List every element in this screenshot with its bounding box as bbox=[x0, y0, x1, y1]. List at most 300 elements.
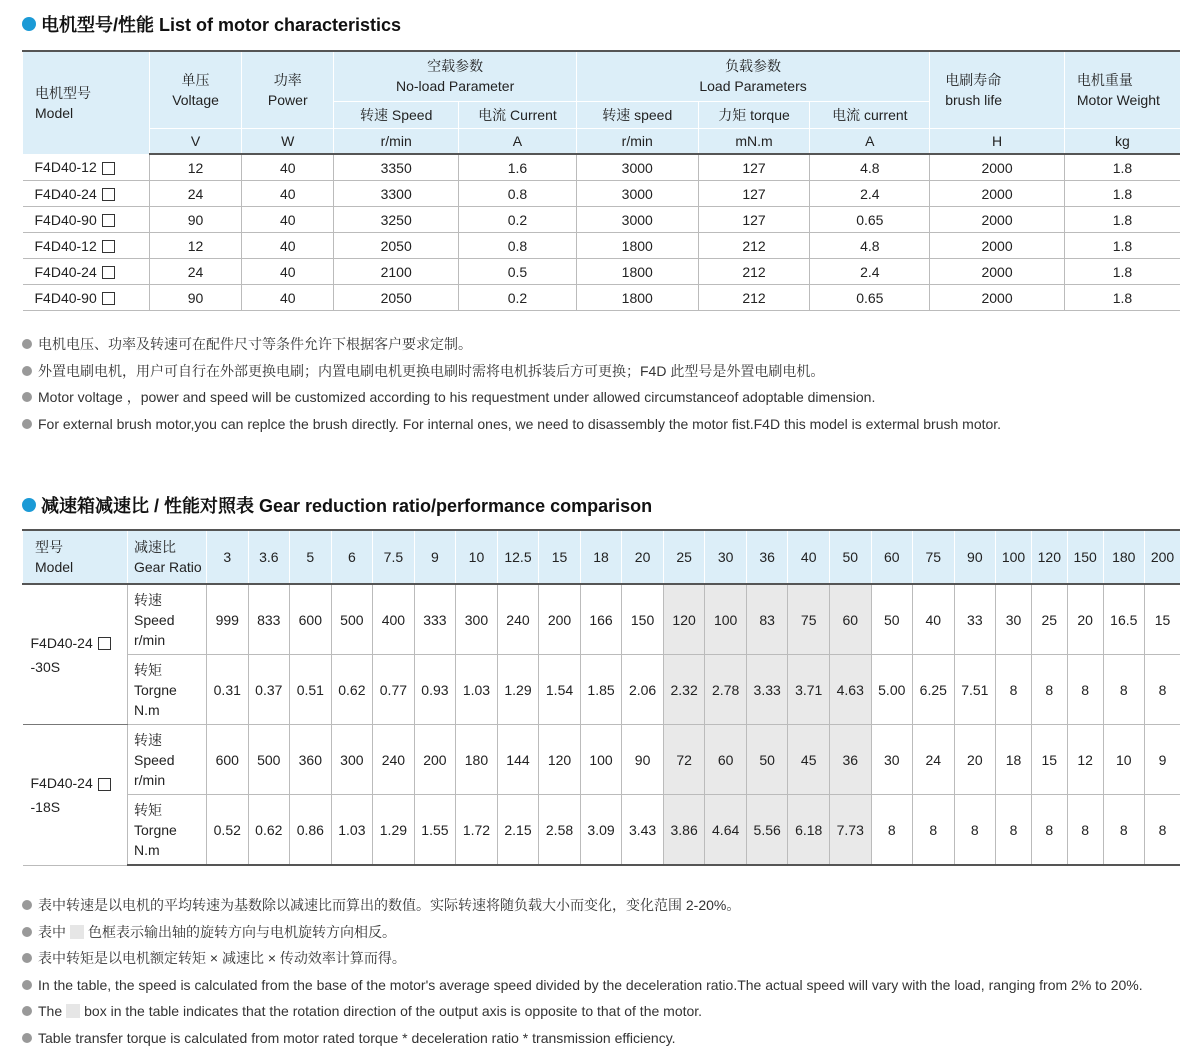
table-row-torque bbox=[23, 655, 1181, 725]
table-row-speed bbox=[23, 725, 1181, 795]
torque-value-cell: 0.62 bbox=[331, 655, 373, 725]
data-cell bbox=[242, 207, 334, 233]
table-row bbox=[23, 154, 1181, 181]
unit-cell: r/min bbox=[334, 128, 459, 154]
data-cell bbox=[242, 154, 334, 181]
cell-text: F4D40-24 bbox=[34, 185, 97, 202]
data-cell bbox=[930, 233, 1065, 259]
torque-value-cell: 7.51 bbox=[954, 655, 996, 725]
speed-value-cell: 50 bbox=[746, 725, 788, 795]
cell-text: 40 bbox=[279, 263, 296, 280]
header-power-cn: 功率 bbox=[273, 71, 302, 88]
data-cell bbox=[334, 154, 459, 181]
model-cell bbox=[23, 154, 150, 181]
model-cell bbox=[23, 725, 128, 866]
speed-value-cell: 600 bbox=[290, 584, 332, 655]
data-cell bbox=[149, 285, 241, 311]
data-cell bbox=[149, 154, 241, 181]
cell-text: 212 bbox=[742, 289, 766, 306]
torque-value-cell: 8 bbox=[996, 795, 1032, 866]
speed-value-cell: 20 bbox=[954, 725, 996, 795]
header-model bbox=[23, 530, 128, 584]
shade-swatch-icon bbox=[66, 1004, 80, 1018]
cell-text: 0.65 bbox=[856, 211, 884, 228]
model-line bbox=[31, 771, 128, 795]
speed-value-cell: 10 bbox=[1103, 725, 1145, 795]
torque-value-cell: 8 bbox=[1103, 655, 1145, 725]
unit-cell: V bbox=[149, 128, 241, 154]
unit-cell: mN.m bbox=[698, 128, 810, 154]
speed-value-cell: 60 bbox=[705, 725, 747, 795]
header-brush-en: brush life bbox=[945, 91, 1003, 108]
ratio-header-cell: 12.5 bbox=[497, 530, 539, 584]
subheader-load-speed: 转速 speed bbox=[576, 101, 698, 128]
ratio-header-cell: 100 bbox=[996, 530, 1032, 584]
table-row bbox=[23, 233, 1181, 259]
speed-value-cell: 100 bbox=[705, 584, 747, 655]
note-item bbox=[22, 411, 1001, 438]
data-cell bbox=[1064, 154, 1180, 181]
ratio-header-cell: 10 bbox=[456, 530, 498, 584]
data-cell bbox=[1064, 181, 1180, 207]
ratio-header-cell: 3 bbox=[207, 530, 249, 584]
note-item bbox=[22, 945, 1143, 972]
gear-ratio-table bbox=[22, 529, 1180, 866]
torque-value-cell: 0.52 bbox=[207, 795, 249, 866]
speed-value-cell: 100 bbox=[580, 725, 622, 795]
cell-text: F4D40-24 bbox=[34, 263, 97, 280]
torque-value-cell: 8 bbox=[1145, 655, 1180, 725]
data-cell bbox=[459, 259, 577, 285]
cell-text: 40 bbox=[279, 185, 296, 202]
speed-label-line: r/min bbox=[134, 631, 166, 648]
subheader-load-torque: 力矩 torque bbox=[698, 101, 810, 128]
note-text: 外置电刷电机，用户可自行在外部更换电刷；内置电刷电机更换电刷时需将电机拆装后方可更换；F4D 此型号是外置电刷电机。 bbox=[38, 362, 825, 379]
cell-text: 0.8 bbox=[507, 237, 528, 254]
speed-value-cell: 200 bbox=[539, 584, 581, 655]
torque-value-cell: 8 bbox=[1067, 655, 1103, 725]
speed-label-line: Speed bbox=[134, 611, 175, 628]
ratio-header-cell: 9 bbox=[414, 530, 456, 584]
data-cell bbox=[698, 233, 810, 259]
bullet-icon bbox=[22, 953, 32, 963]
ratio-header-cell: 90 bbox=[954, 530, 996, 584]
speed-value-cell: 90 bbox=[622, 725, 664, 795]
speed-value-cell: 30 bbox=[996, 584, 1032, 655]
torque-value-cell: 1.03 bbox=[456, 655, 498, 725]
cell-text: 3300 bbox=[380, 185, 412, 202]
speed-value-cell: 45 bbox=[788, 725, 830, 795]
bullet-icon bbox=[22, 339, 32, 349]
ratio-header-cell: 6 bbox=[331, 530, 373, 584]
data-cell bbox=[810, 154, 930, 181]
speed-label-line: 转速 bbox=[134, 591, 162, 608]
torque-value-cell: 0.93 bbox=[414, 655, 456, 725]
unit-cell: A bbox=[810, 128, 930, 154]
cell-text: 1.8 bbox=[1112, 263, 1133, 280]
header-gear-ratio bbox=[128, 530, 207, 584]
torque-value-cell: 1.29 bbox=[497, 655, 539, 725]
table-row bbox=[23, 259, 1181, 285]
data-cell bbox=[242, 181, 334, 207]
cell-text: 3000 bbox=[621, 211, 653, 228]
speed-value-cell: 15 bbox=[1031, 725, 1067, 795]
subheader-noload-current: 电流 Current bbox=[459, 101, 577, 128]
torque-value-cell: 1.03 bbox=[331, 795, 373, 866]
speed-value-cell: 500 bbox=[331, 584, 373, 655]
ratio-header-cell: 60 bbox=[871, 530, 913, 584]
cell-text: 24 bbox=[187, 185, 204, 202]
data-cell bbox=[242, 285, 334, 311]
speed-label-line: Speed bbox=[134, 751, 175, 768]
cell-text: 40 bbox=[279, 211, 296, 228]
ratio-header-cell: 30 bbox=[705, 530, 747, 584]
model-line bbox=[31, 631, 128, 655]
header-weight-en: Motor Weight bbox=[1076, 91, 1160, 108]
cell-text: 0.5 bbox=[507, 263, 528, 280]
cell-text: 0.65 bbox=[856, 289, 884, 306]
data-cell bbox=[1064, 285, 1180, 311]
data-cell bbox=[810, 207, 930, 233]
header-voltage-cn: 单压 bbox=[181, 71, 210, 88]
torque-label-line: N.m bbox=[134, 701, 160, 718]
note-text: Motor voltage ，power and speed will be customized according to his requestment under allowed circumstanceof adoptable dimension. bbox=[38, 389, 876, 405]
header-load bbox=[576, 51, 929, 101]
cell-text: 24 bbox=[187, 263, 204, 280]
data-cell bbox=[930, 181, 1065, 207]
data-cell bbox=[930, 207, 1065, 233]
header-load-cn: 负载参数 bbox=[725, 58, 782, 75]
subheader-noload-speed: 转速 Speed bbox=[334, 101, 459, 128]
torque-label-line: 转矩 bbox=[134, 661, 162, 678]
model-cell bbox=[23, 285, 150, 311]
torque-value-cell: 7.73 bbox=[829, 795, 871, 866]
speed-value-cell: 400 bbox=[373, 584, 415, 655]
torque-value-cell: 1.54 bbox=[539, 655, 581, 725]
speed-value-cell: 833 bbox=[248, 584, 290, 655]
torque-value-cell: 0.86 bbox=[290, 795, 332, 866]
torque-value-cell: 8 bbox=[996, 655, 1032, 725]
speed-value-cell: 120 bbox=[539, 725, 581, 795]
section-title-text: 电机型号/性能 List of motor characteristics bbox=[41, 15, 402, 35]
ratio-header-cell: 200 bbox=[1145, 530, 1180, 584]
data-cell bbox=[810, 285, 930, 311]
checkbox-square-icon bbox=[102, 240, 115, 253]
bullet-icon bbox=[22, 900, 32, 910]
ratio-header-cell: 15 bbox=[539, 530, 581, 584]
table-row bbox=[23, 181, 1181, 207]
bullet-dot-icon bbox=[22, 498, 36, 512]
bullet-dot-icon bbox=[22, 17, 36, 31]
data-cell bbox=[810, 233, 930, 259]
torque-label-line: N.m bbox=[134, 841, 160, 858]
data-cell bbox=[149, 181, 241, 207]
note-text: 色框表示输出轴的旋转方向与电机旋转方向相反。 bbox=[88, 923, 396, 940]
ratio-header-cell: 25 bbox=[663, 530, 705, 584]
cell-text: 1.8 bbox=[1112, 289, 1133, 306]
table-row-speed bbox=[23, 584, 1181, 655]
data-cell bbox=[930, 259, 1065, 285]
ratio-header-cell: 36 bbox=[746, 530, 788, 584]
torque-value-cell: 0.37 bbox=[248, 655, 290, 725]
torque-value-cell: 0.62 bbox=[248, 795, 290, 866]
data-cell bbox=[930, 285, 1065, 311]
unit-cell: r/min bbox=[576, 128, 698, 154]
header-voltage bbox=[149, 51, 241, 128]
ratio-header-cell: 5 bbox=[290, 530, 332, 584]
torque-value-cell: 1.55 bbox=[414, 795, 456, 866]
torque-value-cell: 6.25 bbox=[913, 655, 955, 725]
speed-label-cell bbox=[128, 584, 207, 655]
torque-value-cell: 8 bbox=[871, 795, 913, 866]
cell-text: 12 bbox=[187, 237, 204, 254]
checkbox-square-icon bbox=[98, 637, 111, 650]
torque-value-cell: 1.85 bbox=[580, 655, 622, 725]
speed-label-line: 转速 bbox=[134, 731, 162, 748]
cell-text: F4D40-12 bbox=[34, 237, 97, 254]
data-cell bbox=[242, 233, 334, 259]
unit-cell: kg bbox=[1064, 128, 1180, 154]
speed-value-cell: 33 bbox=[954, 584, 996, 655]
ratio-header-cell: 3.6 bbox=[248, 530, 290, 584]
speed-value-cell: 60 bbox=[829, 584, 871, 655]
subheader-load-current: 电流 current bbox=[810, 101, 930, 128]
note-text: 表中 bbox=[38, 923, 66, 940]
torque-value-cell: 1.72 bbox=[456, 795, 498, 866]
cell-text: 1.8 bbox=[1112, 211, 1133, 228]
data-cell bbox=[459, 233, 577, 259]
ratio-header-cell: 7.5 bbox=[373, 530, 415, 584]
data-cell bbox=[576, 154, 698, 181]
bullet-icon bbox=[22, 1033, 32, 1043]
torque-value-cell: 4.64 bbox=[705, 795, 747, 866]
cell-text: 127 bbox=[742, 159, 766, 176]
header-ratio-cn: 减速比 bbox=[134, 539, 176, 555]
speed-value-cell: 333 bbox=[414, 584, 456, 655]
note-item bbox=[22, 972, 1143, 999]
speed-label-line: r/min bbox=[134, 771, 166, 788]
speed-value-cell: 16.5 bbox=[1103, 584, 1145, 655]
model-cell bbox=[23, 233, 150, 259]
ratio-header-cell: 75 bbox=[913, 530, 955, 584]
torque-value-cell: 2.06 bbox=[622, 655, 664, 725]
unit-cell: H bbox=[930, 128, 1065, 154]
cell-text: 1.8 bbox=[1112, 237, 1133, 254]
cell-text: 0.2 bbox=[507, 289, 528, 306]
torque-value-cell: 0.77 bbox=[373, 655, 415, 725]
cell-text: 4.8 bbox=[860, 237, 880, 254]
data-cell bbox=[810, 259, 930, 285]
data-cell bbox=[459, 181, 577, 207]
model-cell bbox=[23, 181, 150, 207]
data-cell bbox=[242, 259, 334, 285]
cell-text: F4D40-90 bbox=[34, 289, 97, 306]
torque-value-cell: 3.71 bbox=[788, 655, 830, 725]
data-cell bbox=[334, 207, 459, 233]
speed-value-cell: 300 bbox=[456, 584, 498, 655]
data-cell bbox=[698, 259, 810, 285]
cell-text: 2050 bbox=[380, 289, 412, 306]
table-row-torque bbox=[23, 795, 1181, 866]
speed-value-cell: 50 bbox=[871, 584, 913, 655]
cell-text: 2000 bbox=[981, 263, 1013, 280]
checkbox-square-icon bbox=[102, 162, 115, 175]
data-cell bbox=[576, 285, 698, 311]
note-text: The bbox=[38, 1003, 63, 1019]
model-cell bbox=[23, 259, 150, 285]
speed-value-cell: 999 bbox=[207, 584, 249, 655]
torque-value-cell: 8 bbox=[1031, 655, 1067, 725]
cell-text: 1.8 bbox=[1112, 185, 1133, 202]
bullet-icon bbox=[22, 980, 32, 990]
header-noload-en: No-load Parameter bbox=[395, 78, 515, 95]
torque-value-cell: 8 bbox=[1145, 795, 1180, 866]
data-cell bbox=[576, 181, 698, 207]
cell-text: 2100 bbox=[380, 263, 412, 280]
data-cell bbox=[1064, 259, 1180, 285]
speed-value-cell: 240 bbox=[497, 584, 539, 655]
bullet-icon bbox=[22, 392, 32, 402]
cell-text: 127 bbox=[742, 185, 766, 202]
cell-text: 212 bbox=[742, 237, 766, 254]
cell-text: 3000 bbox=[621, 159, 653, 176]
cell-text: 40 bbox=[279, 159, 296, 176]
torque-value-cell: 1.29 bbox=[373, 795, 415, 866]
header-ratio-en: Gear Ratio bbox=[134, 559, 202, 575]
speed-value-cell: 25 bbox=[1031, 584, 1067, 655]
data-cell bbox=[698, 181, 810, 207]
torque-value-cell: 6.18 bbox=[788, 795, 830, 866]
cell-text: 1800 bbox=[621, 289, 653, 306]
torque-value-cell: 4.63 bbox=[829, 655, 871, 725]
ratio-header-cell: 40 bbox=[788, 530, 830, 584]
torque-value-cell: 0.31 bbox=[207, 655, 249, 725]
ratio-header-cell: 150 bbox=[1067, 530, 1103, 584]
cell-text: F4D40-12 bbox=[34, 159, 97, 175]
torque-label-line: Torgne bbox=[134, 681, 177, 698]
unit-cell: A bbox=[459, 128, 577, 154]
header-brush-cn: 电刷寿命 bbox=[945, 71, 1002, 88]
torque-value-cell: 8 bbox=[913, 795, 955, 866]
data-cell bbox=[810, 181, 930, 207]
cell-text: 2.4 bbox=[860, 185, 880, 202]
unit-cell: W bbox=[242, 128, 334, 154]
data-cell bbox=[334, 181, 459, 207]
data-cell bbox=[698, 285, 810, 311]
speed-value-cell: 18 bbox=[996, 725, 1032, 795]
model-cell bbox=[23, 584, 128, 725]
cell-text: 40 bbox=[279, 289, 296, 306]
header-model-cn: 电机型号 bbox=[35, 85, 91, 101]
torque-label-cell bbox=[128, 655, 207, 725]
data-cell bbox=[459, 154, 577, 181]
speed-value-cell: 83 bbox=[746, 584, 788, 655]
notes-motor bbox=[22, 331, 1001, 437]
cell-text: 0.8 bbox=[507, 185, 528, 202]
speed-value-cell: 24 bbox=[913, 725, 955, 795]
data-cell bbox=[334, 259, 459, 285]
model-suffix: -18S bbox=[30, 798, 61, 815]
torque-value-cell: 3.33 bbox=[746, 655, 788, 725]
header-model-cn: 型号 bbox=[35, 539, 63, 555]
cell-text: 90 bbox=[187, 211, 204, 228]
cell-text: 2050 bbox=[380, 237, 412, 254]
note-item bbox=[22, 358, 1001, 385]
torque-value-cell: 2.32 bbox=[663, 655, 705, 725]
header-noload bbox=[334, 51, 577, 101]
header-voltage-en: Voltage bbox=[172, 91, 219, 108]
ratio-header-cell: 18 bbox=[580, 530, 622, 584]
header-brush-life bbox=[930, 51, 1065, 128]
header-model bbox=[23, 51, 150, 154]
note-text: Table transfer torque is calculated from motor rated torque * deceleration ratio * transmission efficiency. bbox=[38, 1029, 676, 1046]
note-item bbox=[22, 919, 1143, 946]
note-item bbox=[22, 998, 1143, 1025]
cell-text: 2.4 bbox=[860, 263, 880, 280]
bullet-icon bbox=[22, 927, 32, 937]
cell-text: 2000 bbox=[981, 289, 1013, 306]
section-title-motor-characteristics bbox=[22, 11, 401, 37]
torque-value-cell: 5.56 bbox=[746, 795, 788, 866]
cell-text: 1800 bbox=[621, 263, 653, 280]
speed-value-cell: 300 bbox=[331, 725, 373, 795]
note-text: 表中转矩是以电机额定转矩 × 减速比 × 传动效率计算而得。 bbox=[38, 950, 406, 966]
data-cell bbox=[698, 154, 810, 181]
speed-value-cell: 166 bbox=[580, 584, 622, 655]
header-load-en: Load Parameters bbox=[699, 78, 807, 95]
note-text: 表中转速是以电机的平均转速为基数除以减速比而算出的数值。实际转速将随负载大小而变化，变化范围 2-20%。 bbox=[38, 897, 741, 913]
header-weight-cn: 电机重量 bbox=[1076, 71, 1133, 88]
cell-text: 4.8 bbox=[860, 159, 880, 176]
data-cell bbox=[149, 259, 241, 285]
checkbox-square-icon bbox=[102, 266, 115, 279]
data-cell bbox=[334, 233, 459, 259]
cell-text: 1800 bbox=[621, 237, 653, 254]
torque-value-cell: 0.51 bbox=[290, 655, 332, 725]
speed-value-cell: 12 bbox=[1067, 725, 1103, 795]
table-row bbox=[23, 207, 1181, 233]
speed-value-cell: 180 bbox=[456, 725, 498, 795]
speed-value-cell: 20 bbox=[1067, 584, 1103, 655]
speed-value-cell: 120 bbox=[663, 584, 705, 655]
data-cell bbox=[576, 207, 698, 233]
torque-value-cell: 2.58 bbox=[539, 795, 581, 866]
data-cell bbox=[149, 233, 241, 259]
bullet-icon bbox=[22, 419, 32, 429]
data-cell bbox=[1064, 233, 1180, 259]
speed-value-cell: 75 bbox=[788, 584, 830, 655]
shade-swatch-icon bbox=[70, 925, 84, 939]
cell-text: 12 bbox=[187, 159, 204, 176]
torque-value-cell: 3.09 bbox=[580, 795, 622, 866]
torque-value-cell: 2.15 bbox=[497, 795, 539, 866]
cell-text: 2000 bbox=[981, 159, 1013, 176]
ratio-header-cell: 50 bbox=[829, 530, 871, 584]
torque-value-cell: 3.86 bbox=[663, 795, 705, 866]
model-suffix: -30S bbox=[30, 658, 61, 675]
ratio-header-cell: 180 bbox=[1103, 530, 1145, 584]
cell-text: 40 bbox=[279, 237, 296, 254]
data-cell bbox=[459, 207, 577, 233]
data-cell bbox=[459, 285, 577, 311]
cell-text: 3250 bbox=[380, 211, 412, 228]
torque-value-cell: 8 bbox=[1067, 795, 1103, 866]
speed-value-cell: 36 bbox=[829, 725, 871, 795]
table-row bbox=[23, 285, 1181, 311]
header-power bbox=[242, 51, 334, 128]
bullet-icon bbox=[22, 366, 32, 376]
speed-value-cell: 144 bbox=[497, 725, 539, 795]
